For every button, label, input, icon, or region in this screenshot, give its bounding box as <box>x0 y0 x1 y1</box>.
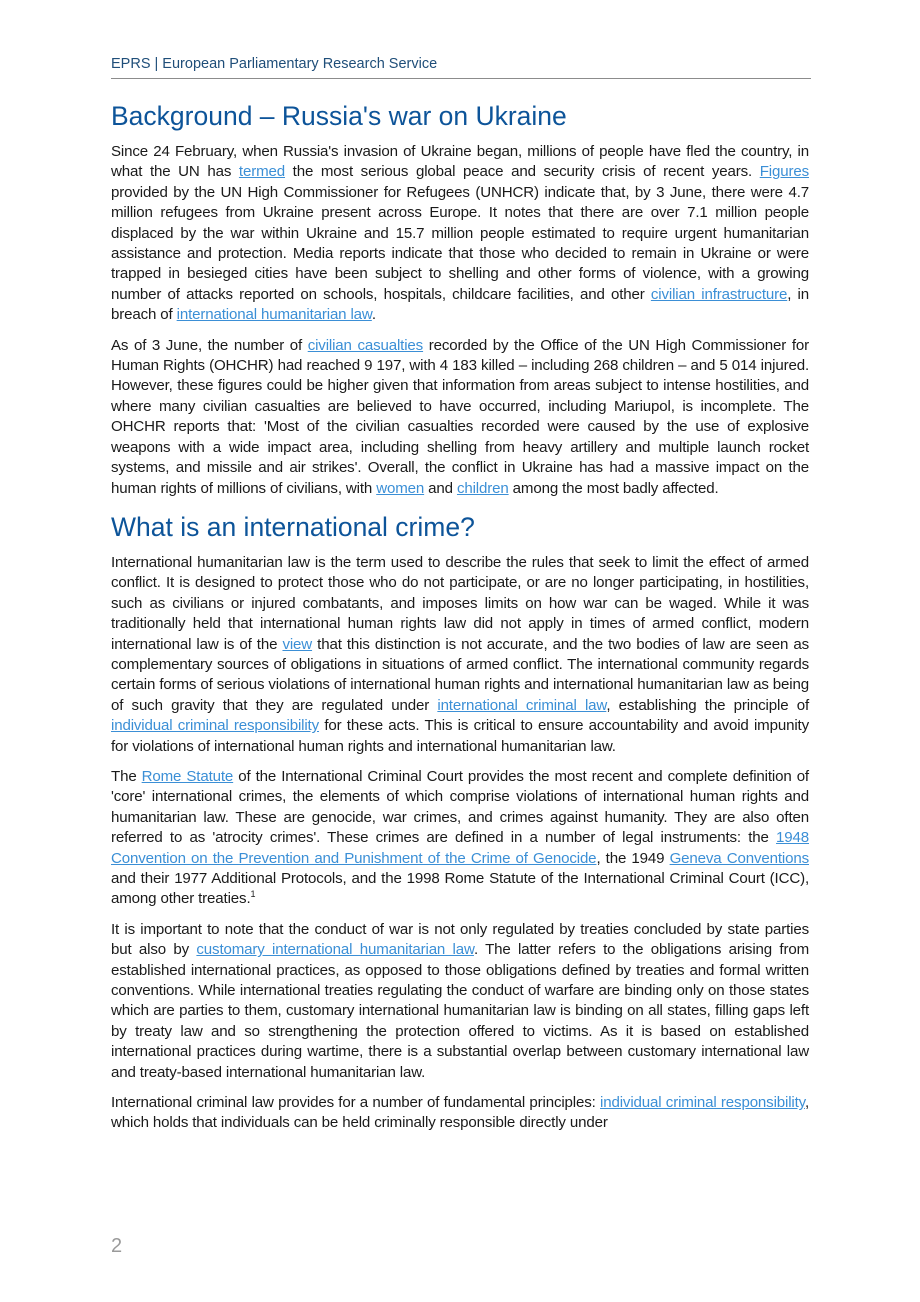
text: the most serious global peace and security crisis of recent years. <box>285 163 760 181</box>
text: As of 3 June, the number of <box>111 336 308 354</box>
paragraph-crime-2 <box>111 767 809 910</box>
text: for these acts. This is critical to ensure accountability and avoid impunity for violations of international human rights and international humanitarian law. <box>111 717 809 755</box>
header-divider <box>111 78 811 79</box>
text: International criminal law provides for a number of fundamental principles: <box>111 1094 601 1112</box>
header-title: EPRS | European Parliamentary Research Service <box>111 56 438 72</box>
paragraph-crime-1 <box>111 553 809 757</box>
text: recorded by the Office of the UN High Commissioner for Human Rights (OHCHR) had reached 9 197, with 4 183 killed – including 268 children – and 5 014 injured. However, these figures could be higher given that information from areas subject to intense hostilities, and where many civilian casualties are believed to have occurred, including Mariupol, is incomplete. The OHCHR reports that: 'Most of the civilian casualties recorded were caused by the use of explosive weapons with a wide impact area, including shelling from heavy artillery and multiple launch rocket systems, and missile and air strikes'. Overall, the conflict in Ukraine has had a massive impact on the human rights of millions of civilians, with <box>111 336 809 497</box>
text: International humanitarian law is the term used to describe the rules that seek to limit the effect of armed conflict. It is designed to protect those who do not participate, or are no longer participating, in hostilities, such as civilians or injured combatants, and imposes limits on how war can be waged. While it was traditionally held that international human rights law did not apply in times of armed conflict, modern international law is of the <box>111 553 809 653</box>
link-rome-statute[interactable]: Rome Statute <box>141 767 234 785</box>
text: It is important to note that the conduct of war is not only regulated by treaties concluded by state parties but also by <box>111 920 809 959</box>
text: provided by the UN High Commissioner for Refugees (UNHCR) indicate that, by 3 June, there were 4.7 million refugees from Ukraine present across Europe. It notes that there are over 7.1 million people displaced by the war within Ukraine and 15.7 million people estimated to require urgent humanitarian assistance and protection. Media reports indicate that those who decided to remain in Ukraine or were trapped in besieged cities have been subject to shelling and other forms of violence, with a growing number of attacks reported on schools, hospitals, childcare facilities, and other <box>111 183 809 303</box>
footnote-marker[interactable]: 1 <box>250 889 256 900</box>
text: . <box>371 306 376 324</box>
page-number: 2 <box>111 1235 123 1257</box>
paragraph-crime-3 <box>111 920 809 1083</box>
link-customary-ihl[interactable]: customary international humanitarian law <box>196 941 474 959</box>
text: Since 24 February, when Russia's invasion of Ukraine began, millions of people have fled the country, in what the UN has <box>111 143 809 181</box>
text: and <box>424 479 457 497</box>
text: , which holds that individuals can be held criminally responsible directly under <box>111 1094 810 1132</box>
text: , in breach of <box>111 285 809 324</box>
section-heading-background: Background – Russia's war on Ukraine <box>111 101 567 131</box>
link-international-criminal-law[interactable]: international criminal law <box>437 696 607 714</box>
paragraph-crime-4 <box>111 1093 809 1134</box>
link-figures[interactable]: Figures <box>759 163 809 181</box>
paragraph-background-2 <box>111 336 809 499</box>
text: The <box>111 767 142 785</box>
running-header <box>111 56 811 79</box>
text: , the 1949 <box>596 849 670 867</box>
text: and their 1977 Additional Protocols, and the 1998 Rome Statute of the International Criminal Court (ICC), among other treaties. <box>111 870 809 908</box>
link-view[interactable]: view <box>282 635 313 653</box>
link-children[interactable]: children <box>456 479 509 497</box>
text: that this distinction is not accurate, and the two bodies of law are seen as complementary sources of obligations in situations of armed conflict. The international community regards certain forms of serious violations of international human rights and international humanitarian law as being of such gravity that they are regulated under <box>111 635 809 714</box>
paragraph-background-1 <box>111 142 809 326</box>
link-civilian-infrastructure[interactable]: civilian infrastructure <box>650 285 788 303</box>
link-genocide-convention[interactable]: 1948 Convention on the Prevention and Punishment of the Crime of Genocide <box>111 829 809 867</box>
main-content <box>111 98 809 1144</box>
link-international-humanitarian-law[interactable]: international humanitarian law <box>176 306 372 324</box>
link-individual-criminal-responsibility[interactable]: individual criminal responsibility <box>111 717 319 735</box>
link-women[interactable]: women <box>376 479 425 497</box>
link-individual-criminal-responsibility-2[interactable]: individual criminal responsibility <box>600 1094 805 1112</box>
link-geneva-conventions[interactable]: Geneva Conventions <box>669 849 809 867</box>
section-heading-international-crime: What is an international crime? <box>111 511 475 542</box>
text: of the International Criminal Court provides the most recent and complete definition of 'core' international crimes, the elements of which comprise violations of international human rights and humanitarian law. These are genocide, war crimes, and crimes against humanity. They are also often referred to as 'atrocity crimes'. These crimes are defined in a number of legal instruments: the <box>111 767 809 847</box>
link-civilian-casualties[interactable]: civilian casualties <box>307 336 424 354</box>
text: among the most badly affected. <box>508 479 719 497</box>
text: . The latter refers to the obligations arising from established international practices, as opposed to those obligations defined by treaties and formal written conventions. While international treaties regulating the conduct of warfare are binding only on those states which are parties to them, customary international humanitarian law is binding on all states, filling gaps left by treaty law and so strengthening the protection offered to victims. As it is based on established international practices during wartime, there is a substantial overlap between customary international law and treaty-based international humanitarian law. <box>111 941 809 1081</box>
link-termed[interactable]: termed <box>238 163 285 181</box>
text: , establishing the principle of <box>606 696 809 714</box>
